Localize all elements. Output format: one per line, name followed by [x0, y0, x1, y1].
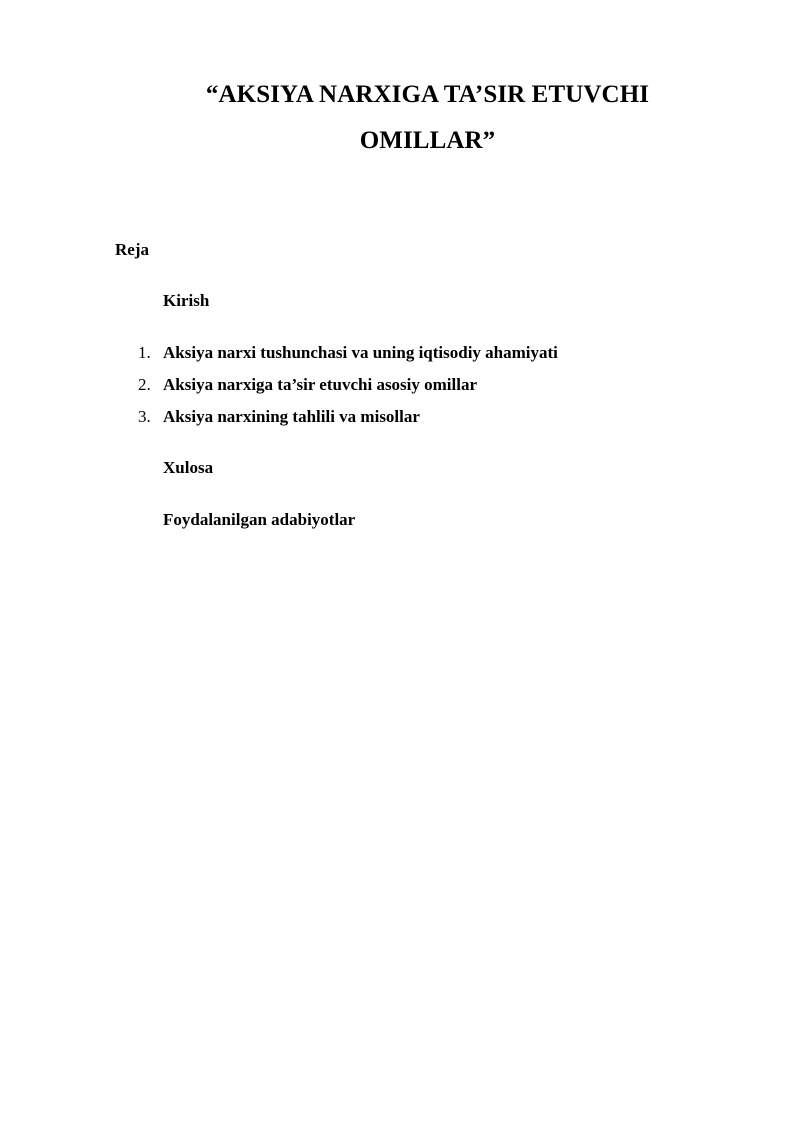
plan-item-references: Foydalanilgan adabiyotlar	[163, 510, 356, 529]
title-line-2: OMILLAR”	[359, 127, 496, 154]
list-number: 2.	[138, 375, 151, 394]
plan-heading: Reja	[115, 240, 149, 259]
list-item: Aksiya narxiga ta’sir etuvchi asosiy omillar	[163, 375, 478, 394]
plan-item-intro: Kirish	[163, 291, 210, 310]
list-number: 1.	[138, 343, 151, 362]
document-title	[140, 72, 715, 164]
title-line-1: “AKSIYA NARXIGA TA’SIR ETUVCHI	[205, 81, 650, 108]
list-number: 3.	[138, 407, 151, 426]
list-item: Aksiya narxi tushunchasi va uning iqtisodiy ahamiyati	[163, 343, 558, 362]
list-item: Aksiya narxining tahlili va misollar	[163, 407, 420, 426]
plan-item-conclusion: Xulosa	[163, 458, 214, 477]
